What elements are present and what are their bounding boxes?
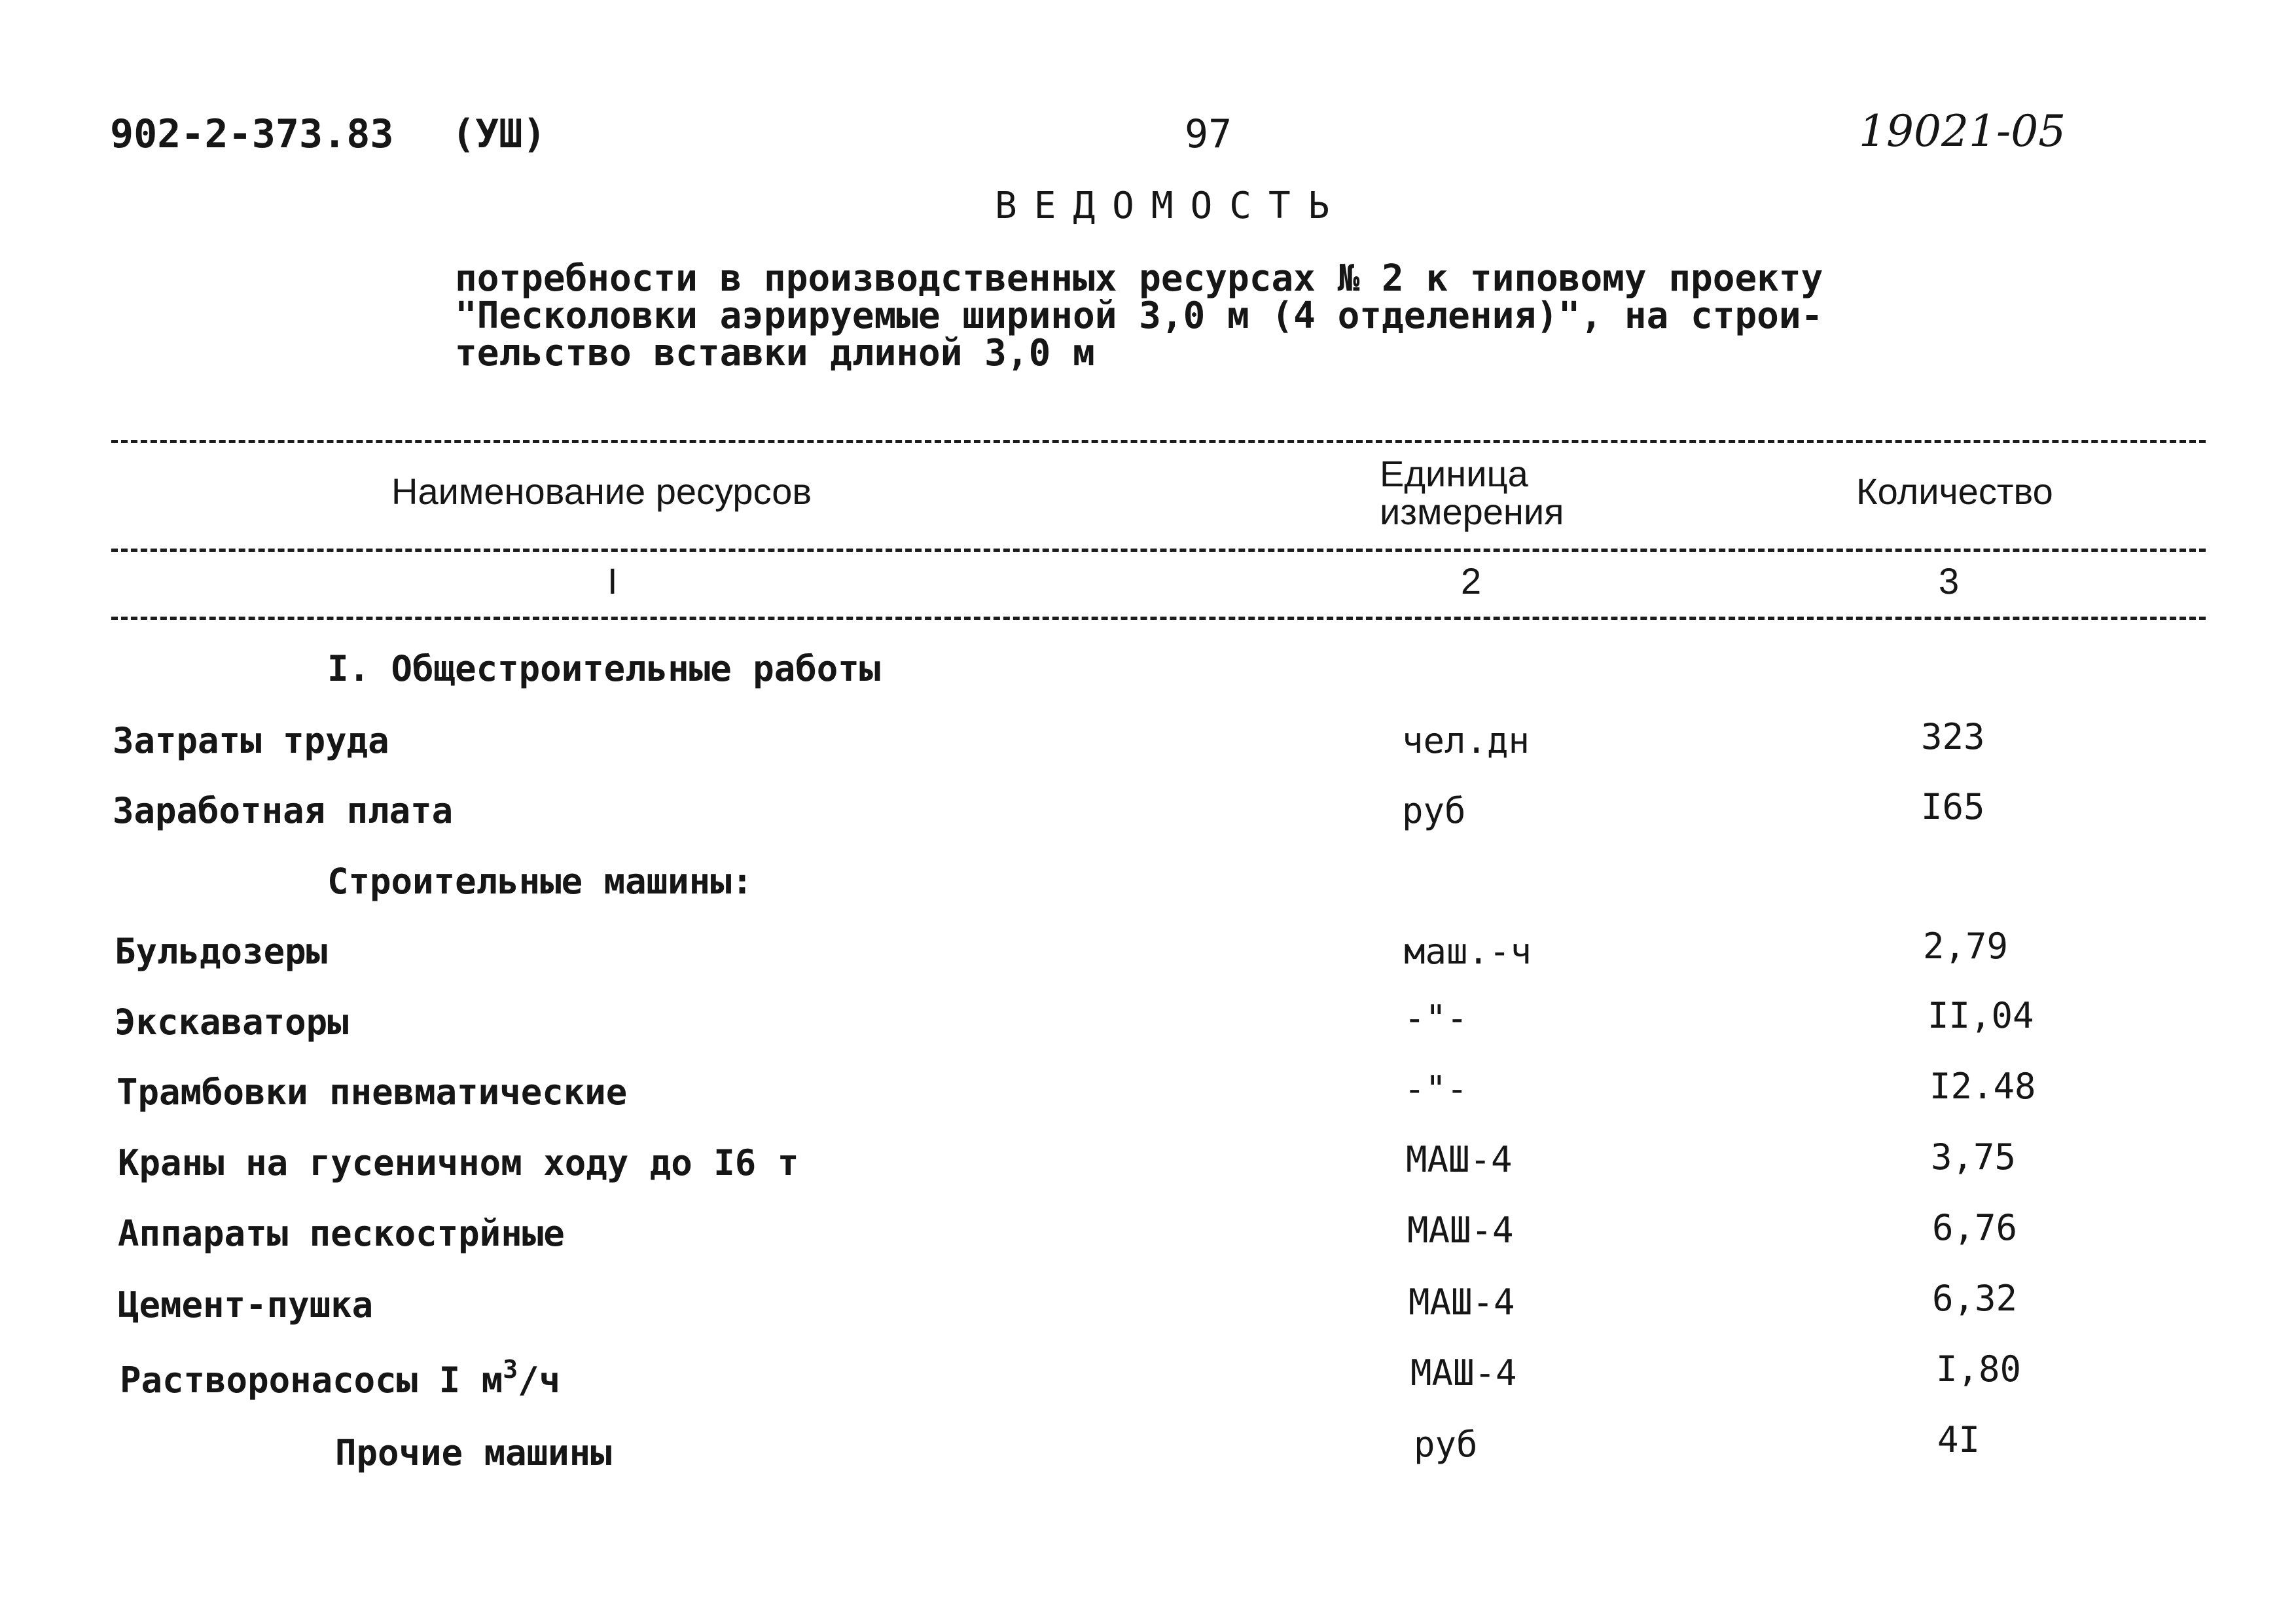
row-name: Бульдозеры [115,931,328,972]
table-top-rule [111,440,2206,443]
subtitle-line: тельство вставки длиной 3,0 м [455,332,1095,374]
superscript-exponent: 3 [503,1355,518,1384]
subsection-heading: Строительные машины: [327,861,753,902]
row-name: Цемент-пушка [118,1284,374,1326]
row-quantity: I65 [1921,786,1985,827]
row-unit: чел.дн [1402,720,1530,761]
subtitle-line: "Песколовки аэрируемые шириной 3,0 м (4 отделения)", на строи- [455,295,1823,337]
inventory-number: 19021-05 [1859,106,2066,156]
row-quantity: 3,75 [1931,1136,2017,1178]
column-number: 2 [1461,560,1482,602]
row-unit: руб [1402,790,1466,831]
subtitle-line: потребности в производственных ресурсах № 2 к типовому проекту [455,257,1823,300]
row-quantity: 2,79 [1923,926,2009,967]
column-header-unit-line: измерения [1380,491,1564,532]
row-quantity: 4I [1937,1419,1981,1460]
row-name [120,1355,560,1401]
row-name-other-machines: Прочие машины [335,1432,612,1473]
row-unit: маш.-ч [1404,931,1532,972]
document-title: ВЕДОМОСТЬ [995,185,1347,227]
document-code: 902-2-373.83 [110,111,394,157]
row-name-suffix: /ч [518,1360,561,1401]
row-unit: -"- [1404,998,1468,1039]
document-series: (УШ) [452,111,547,157]
row-name: Трамбовки пневматические [117,1072,628,1113]
column-number: I [607,560,618,602]
column-header-unit [1380,455,1564,531]
row-name: Аппараты пескострйные [118,1213,565,1254]
row-name: Краны на гусеничном ходу до I6 т [118,1142,799,1183]
column-header-resource-name: Наименование ресурсов [391,471,812,512]
table-header-rule [111,549,2206,552]
row-quantity: 6,76 [1932,1207,2018,1248]
row-name-text: Растворонасосы I м [120,1360,503,1401]
page-number: 97 [1185,111,1232,157]
row-quantity: 323 [1921,716,1985,757]
column-header-quantity: Количество [1856,471,2053,512]
row-unit: МАШ-4 [1410,1352,1517,1394]
section-heading: I. Общестроительные работы [327,648,881,689]
row-unit: МАШ-4 [1408,1282,1515,1323]
row-name: Заработная плата [113,790,454,831]
row-name: Затраты труда [113,720,389,761]
row-quantity: I,80 [1936,1348,2022,1390]
row-quantity: 6,32 [1932,1278,2018,1319]
column-number: 3 [1939,560,1960,602]
row-unit: МАШ-4 [1406,1139,1513,1180]
row-name: Экскаваторы [115,1001,349,1043]
row-unit: МАШ-4 [1407,1210,1514,1251]
row-quantity: I2.48 [1929,1066,2036,1107]
row-unit: -"- [1404,1068,1468,1110]
row-unit: руб [1414,1424,1478,1465]
table-numbers-rule [111,617,2206,620]
row-quantity: II,04 [1928,995,2034,1036]
column-header-unit-line: Единица [1380,453,1528,494]
